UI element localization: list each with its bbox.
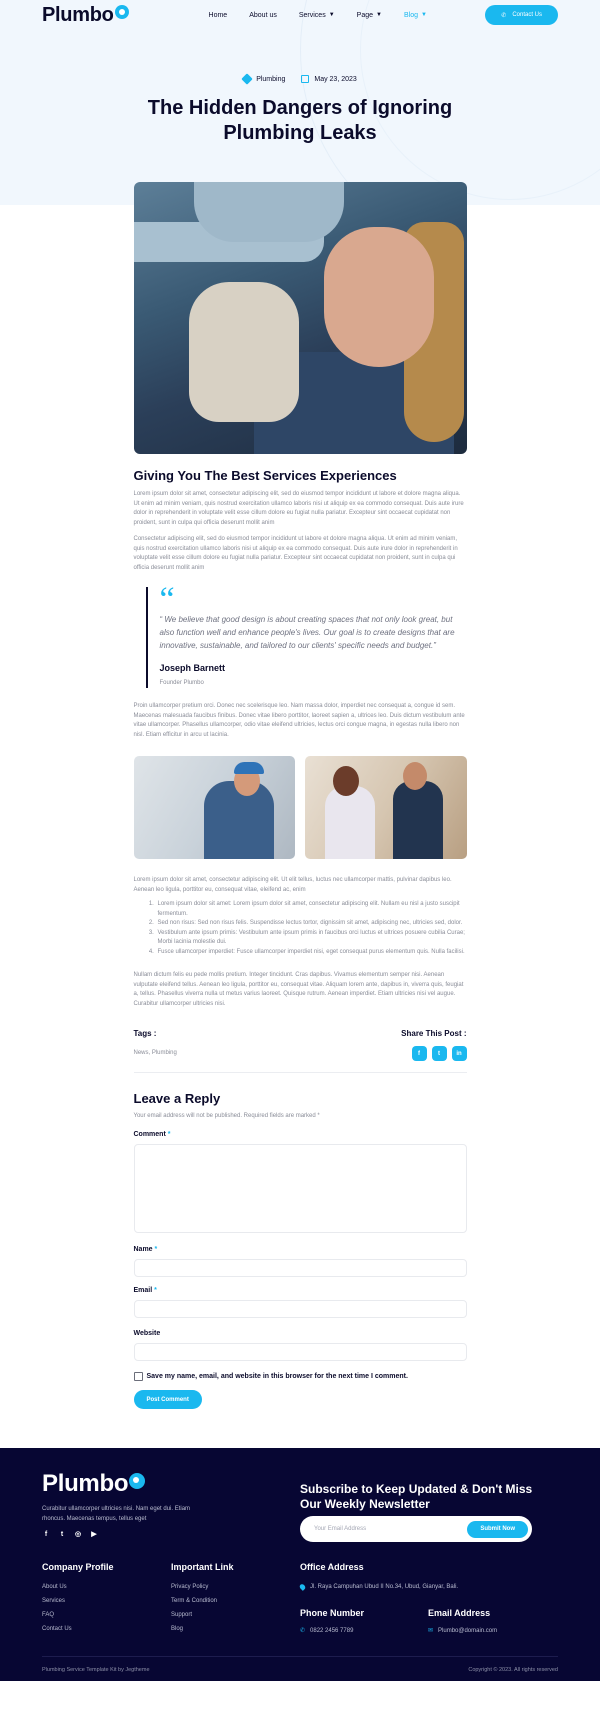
footer-link-about[interactable]: About Us (42, 1584, 67, 1590)
contact-us-label: Contact Us (512, 12, 542, 18)
image-shape (333, 766, 359, 796)
share-icons (401, 1046, 466, 1061)
footer-logo-text: Plumbo (42, 1470, 129, 1497)
nav-blog[interactable] (404, 12, 427, 19)
phone-number-title: Phone Number (300, 1608, 365, 1618)
instagram-icon[interactable]: ◎ (74, 1531, 82, 1538)
office-address-title: Office Address (300, 1562, 364, 1572)
paragraph: Consectetur adipiscing elit, sed do eiusmod tempor incididunt ut labore et dolore magna aliqua. Ut enim ad minim veniam, quis nostrud exercitation ullamco laboris nisi ut aliquip ex ea commodo consequat. Duis aute irure dolor in reprehenderit in voluptate velit esse cillum dolore eu fugiat nulla pariatur. Excepteur sint occaecat cupidatat non proident, sunt in culpa qui officia deserunt mollit anim (133, 536, 458, 571)
list-item: 1. Lorem ipsum dolor sit amet: Lorem ipsum dolor sit amet, consectetur adipiscing elit. Nullam eu nisl a justo suscipit fermentum. (156, 900, 467, 919)
newsletter-title: Subscribe to Keep Updated & Don't Miss Our Weekly Newsletter (300, 1482, 533, 1511)
share-block (401, 1029, 466, 1061)
quote-author: Joseph Barnett (159, 663, 226, 673)
newsletter-email-input[interactable]: Your Email Address (314, 1526, 367, 1532)
nav-page[interactable] (357, 12, 382, 19)
footer-social-icons (42, 1530, 98, 1538)
nav-services[interactable] (299, 12, 335, 19)
phone-icon: ✆ (501, 12, 507, 19)
featured-image (134, 182, 467, 454)
list-item: 3. Vestibulum ante ipsum primis: Vestibulum ante ipsum primis in faucibus orci luctus et ultrices posuere cubilia Curae; Morbi lacinia molestie dui. (156, 929, 467, 948)
list-item: 4. Fusce ullamcorper imperdiet: Fusce ullamcorper imperdiet nisi, eget consequat purus elementum quis. Nulla facilisi. (156, 948, 467, 958)
footer-credit: Plumbing Service Template Kit by Jegtheme (42, 1667, 150, 1673)
footer-copyright: Copyright © 2023. All rights reserved (468, 1667, 558, 1673)
location-pin-icon (299, 1583, 307, 1591)
logo-drop-icon (129, 1473, 145, 1489)
image-shape (403, 762, 427, 790)
gallery-image-plumber (134, 756, 296, 859)
email-label-text: Email (133, 1287, 153, 1294)
important-link-title: Important Link (171, 1562, 234, 1572)
footer-divider (42, 1656, 558, 1657)
paragraph: Proin ullamcorper pretium orci. Donec nec scelerisque leo. Nam massa dolor, imperdiet nec consequat a, congue id sem. Maecenas malesuada faucibus finibus. Donec vitae libero porttitor, laoreet sapien a, ultrices leo. Duis dictum vestibulum ante vitae ullamcorper. Phasellus ullamcorper, odio vitae eleifend ultricies, lectus orci congue magna, in egestas nulla libero non nisl. Etiam efficitur in arcu ut lacinia. (133, 703, 465, 738)
blockquote (146, 581, 467, 688)
paragraph: Nullam dictum felis eu pede mollis pretium. Integer tincidunt. Cras dapibus. Vivamus elementum semper nisi. Aenean vulputate eleifend tellus. Aenean leo ligula, porttitor eu, consequat vitae. Aliquam lorem ante, dapibus in, viverra quis, feugiat a, tellus. Phasellus viverra nulla ut metus varius laoreet. Quisque rutrum. Aenean imperdiet. Etiam ultricies nisi vel augue. Curabitur ullamcorper ultricies nisi. (133, 972, 464, 1007)
paragraph: Lorem ipsum dolor sit amet, consectetur adipiscing elit, sed do eiusmod tempor incididunt ut labore et dolore magna aliqua. Ut enim ad minim veniam, quis nostrud exercitation ullamco laboris nisi ut aliquip ex ea commodo consequat. Duis aute irure dolor in reprehenderit in voluptate velit esse cillum dolore eu fugiat nulla pariatur. Excepteur sint occaecat cupidatat non proident, sunt in culpa qui officia deserunt mollit anim (133, 491, 464, 526)
post-date (301, 75, 356, 83)
quote-role: Founder Plumbo (159, 680, 204, 686)
required-mark: * (317, 1113, 320, 1119)
phone-number[interactable] (300, 1627, 353, 1634)
chevron-down-icon: ▼ (420, 12, 427, 18)
nav-about[interactable]: About us (249, 11, 277, 19)
image-gallery (134, 756, 467, 859)
chevron-down-icon: ▼ (328, 12, 335, 18)
contact-us-button[interactable] (485, 5, 558, 25)
logo-drop-icon (115, 5, 129, 19)
office-address-text: Jl. Raya Campuhan Ubud II No.34, Ubud, Gianyar, Bali. (310, 1584, 459, 1590)
hero-section (0, 0, 600, 205)
image-shape (234, 762, 264, 774)
twitter-icon[interactable]: t (60, 1530, 64, 1538)
phone-icon: ✆ (300, 1628, 306, 1634)
gallery-image-handshake (305, 756, 467, 859)
email-address[interactable] (428, 1627, 497, 1634)
office-address (300, 1584, 458, 1590)
nav-services-label: Services (298, 11, 326, 19)
quote-text: “ We believe that good design is about creating spaces that not only look great, but also function well and enhance people's lives. Our goal is to create designs that are innovative, sustainable, and tailored to our clients' specific needs and budget.” (159, 615, 455, 650)
required-mark: * (154, 1287, 157, 1294)
newsletter-submit-button[interactable]: Submit Now (467, 1521, 528, 1538)
email-address-text: Plumbo@domain.com (438, 1627, 498, 1634)
tags-share-row (134, 1029, 467, 1061)
nav-page-label: Page (356, 11, 374, 19)
paragraph: Lorem ipsum dolor sit amet, consectetur adipiscing elit. Ut elit tellus, luctus nec ullamcorper mattis, pulvinar dapibus leo. Aenean leo ligula, porttitor eu, consequat vitae, eleifend ac, enim (133, 877, 452, 893)
footer-link-contact[interactable]: Contact Us (42, 1626, 72, 1632)
facebook-icon[interactable]: f (412, 1046, 427, 1061)
email-label (134, 1287, 467, 1294)
image-shape (393, 781, 443, 859)
page-title: The Hidden Dangers of Ignoring Plumbing Leaks (147, 97, 453, 144)
comment-label (134, 1131, 467, 1138)
mail-icon: ✉ (428, 1628, 434, 1634)
footer-link-privacy[interactable]: Privacy Policy (171, 1584, 209, 1590)
nav-menu (209, 12, 449, 19)
comment-textarea[interactable] (134, 1144, 467, 1233)
important-links (171, 1580, 217, 1636)
logo-text: Plumbo (42, 3, 114, 26)
save-info-checkbox[interactable] (134, 1372, 143, 1381)
reply-heading: Leave a Reply (133, 1091, 221, 1106)
required-mark: * (167, 1131, 171, 1138)
nav-blog-label: Blog (403, 11, 418, 19)
comment-label-text: Comment (133, 1131, 166, 1138)
twitter-icon[interactable]: t (432, 1046, 447, 1061)
tags-block (134, 1029, 177, 1061)
image-shape (324, 227, 434, 367)
footer-link-faq[interactable]: FAQ (42, 1612, 55, 1618)
quote-icon: “ (159, 581, 175, 618)
post-meta (0, 75, 600, 83)
footer-link-services[interactable]: Services (42, 1598, 66, 1604)
image-shape (194, 182, 344, 242)
email-field[interactable] (134, 1300, 467, 1318)
post-category[interactable] (243, 75, 285, 83)
list-item: 2. Sed non risus: Sed non risus felis. Suspendisse lectus tortor, dignissim sit amet, adipiscing nec, ultricies sed, dolor. (156, 919, 467, 929)
tags-list[interactable]: News, Plumbing (133, 1050, 177, 1056)
tag-icon (242, 73, 253, 84)
footer-link-blog[interactable]: Blog (171, 1626, 184, 1632)
image-shape (189, 282, 299, 422)
name-label (134, 1246, 467, 1253)
footer-link-support[interactable]: Support (171, 1612, 193, 1618)
newsletter-form (300, 1516, 532, 1542)
footer (0, 1448, 600, 1681)
divider (134, 1072, 467, 1073)
chevron-down-icon: ▼ (376, 12, 382, 18)
calendar-icon (301, 75, 309, 83)
footer-description: Curabitur ullamcorper ultricies nisi. Nam eget dui. Etiam rhoncus. Maecenas tempus, tellus eget (42, 1506, 191, 1522)
website-field[interactable] (134, 1343, 467, 1361)
reply-note (134, 1113, 467, 1119)
name-field[interactable] (134, 1259, 467, 1277)
linkedin-icon[interactable]: in (452, 1046, 467, 1061)
required-mark: * (154, 1246, 158, 1253)
facebook-icon[interactable]: f (44, 1530, 48, 1538)
name-label-text: Name (133, 1246, 153, 1253)
save-info-label: Save my name, email, and website in this browser for the next time I comment. (146, 1373, 408, 1380)
image-shape (325, 786, 375, 859)
company-profile-title: Company Profile (42, 1562, 114, 1572)
email-address-title: Email Address (428, 1608, 491, 1618)
company-links (42, 1580, 72, 1636)
navbar (0, 0, 600, 30)
numbered-list (134, 900, 467, 957)
youtube-icon[interactable]: ▶ (91, 1531, 97, 1538)
article (134, 182, 467, 1409)
footer-logo[interactable] (42, 1470, 145, 1498)
reply-note-text: Your email address will not be published. Required fields are marked (133, 1113, 316, 1119)
logo[interactable] (42, 4, 129, 27)
website-label: Website (133, 1330, 161, 1337)
share-label: Share This Post : (401, 1029, 467, 1038)
section-heading: Giving You The Best Services Experiences (133, 468, 397, 483)
post-comment-button[interactable]: Post Comment (134, 1390, 202, 1409)
nav-home[interactable]: Home (208, 11, 228, 19)
save-info-row (134, 1372, 467, 1381)
footer-link-terms[interactable]: Term & Condition (171, 1598, 218, 1604)
date-label: May 23, 2023 (314, 75, 357, 83)
phone-number-text: 0822 2456 7789 (310, 1627, 354, 1634)
category-label: Plumbing (256, 75, 286, 83)
tags-label: Tags : (133, 1029, 157, 1038)
